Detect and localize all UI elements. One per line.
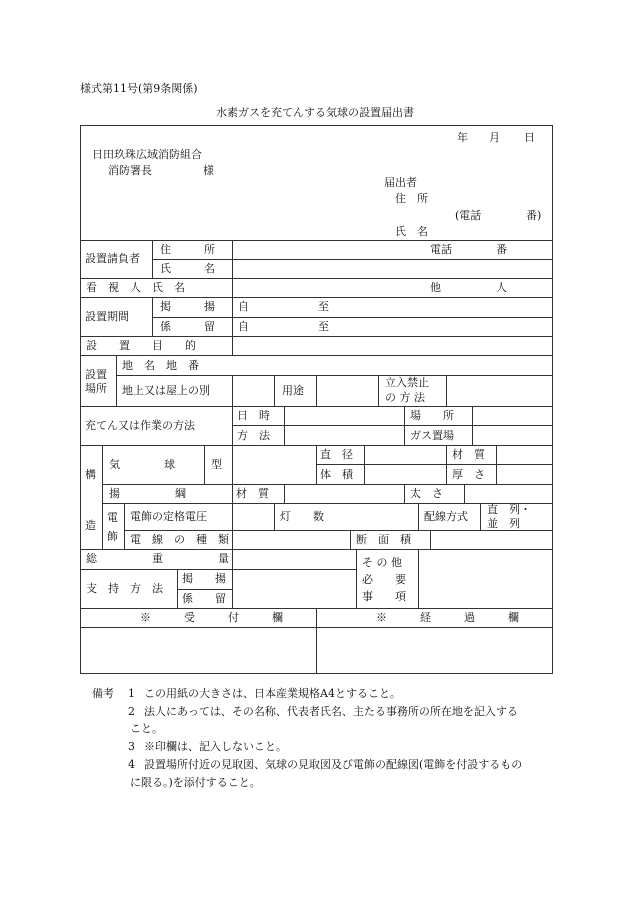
contractor-label: 設置請負者 (85, 252, 140, 265)
applicant-name-label: 氏 名 (395, 225, 428, 238)
date-day-label: 日 (524, 131, 535, 144)
note-3-number: 3 (128, 740, 135, 753)
applicant-phone-close: 番) (526, 209, 542, 222)
balloon-material-label: 材 質 (452, 448, 485, 461)
usage-label: 用途 (282, 384, 304, 397)
purpose-label: 設 置 目 的 (86, 339, 196, 352)
progress-label: ※ 経 過 欄 (376, 611, 519, 624)
period-label: 設置期間 (85, 310, 129, 323)
period-raise-to: 至 (318, 300, 329, 313)
no-entry-label-2: の 方 法 (385, 391, 425, 404)
method-datetime-label: 日 時 (237, 409, 270, 422)
support-moor-label: 係 留 (182, 592, 226, 605)
method-gas-storage-label: ガス置場 (410, 429, 454, 442)
cross-section-label: 断 面 積 (356, 533, 411, 546)
addressee-title: 消防署長 (108, 164, 152, 177)
contractor-address-label: 住 所 (160, 243, 215, 256)
balloon-thickness-label: 厚 さ (452, 468, 485, 481)
date-year-label: 年 (457, 131, 468, 144)
period-raise-label: 掲 揚 (160, 300, 215, 313)
lot-label: 地 名 地 番 (122, 359, 199, 372)
balloon-type-label: 型 (211, 458, 222, 471)
contractor-name-label: 氏 名 (160, 262, 215, 275)
watcher-label: 看 視 人 氏 名 (86, 281, 185, 294)
reception-label: ※ 受 付 欄 (140, 611, 283, 624)
rope-material-label: 材 質 (236, 487, 269, 500)
ground-roof-label: 地上又は屋上の別 (122, 384, 210, 397)
wire-type-label: 電 線 の 種 類 (130, 533, 229, 546)
method-location-label: 場 所 (410, 409, 454, 422)
no-entry-label-1: 立入禁止 (385, 376, 429, 389)
place-label-top: 設置 (85, 368, 107, 381)
total-weight-label: 総 重 量 (86, 552, 229, 565)
note-4-line-1: 設置場所付近の見取図、気球の見取図及び電飾の配線図(電飾を付設するもの (144, 758, 523, 771)
other-label-1: そ の 他 (362, 556, 402, 569)
deco-label-1: 電 (107, 511, 118, 524)
rated-voltage-label: 電飾の定格電圧 (130, 510, 207, 523)
note-4-line-2: に限る。)を添付すること。 (130, 776, 261, 789)
period-moor-to: 至 (318, 320, 329, 333)
method-label: 充てん又は作業の方法 (85, 419, 195, 432)
support-label: 支 持 方 法 (86, 582, 163, 595)
other-label-2: 必 要 (362, 573, 406, 586)
form-number: 様式第11号(第9条関係) (80, 82, 198, 95)
notes-label: 備考 (92, 687, 114, 700)
deco-label-2: 飾 (107, 530, 118, 543)
note-4-number: 4 (128, 758, 135, 771)
other-label-3: 事 項 (362, 590, 406, 603)
note-2-number: 2 (128, 705, 135, 718)
wiring-series: 直 列・ (487, 503, 531, 516)
method-way-label: 方 法 (237, 429, 270, 442)
applicant-address-label: 住 所 (395, 192, 428, 205)
note-1-number: 1 (128, 687, 135, 700)
balloon-diameter-label: 直 径 (320, 448, 353, 461)
date-month-label: 月 (489, 131, 500, 144)
structure-label-1: 構 (85, 468, 96, 481)
period-raise-from: 自 (238, 300, 249, 313)
structure-label-2: 造 (85, 519, 96, 532)
note-1: この用紙の大きさは、日本産業規格A4とすること。 (144, 687, 401, 700)
rope-label: 揚 綱 (109, 487, 186, 500)
note-3: ※印欄は、記入しないこと。 (144, 740, 287, 753)
place-label-bottom: 場所 (85, 382, 107, 395)
rope-thickness-label: 太 さ (410, 487, 443, 500)
lamps-label: 灯 数 (280, 510, 324, 523)
addressee-org: 日田玖珠広域消防組合 (92, 148, 202, 161)
addressee-sama: 様 (203, 164, 214, 177)
balloon-label: 気 球 (109, 458, 175, 471)
period-moor-label: 係 留 (160, 320, 215, 333)
contractor-phone-label: 電話 番 (430, 243, 507, 256)
support-raise-label: 掲 揚 (182, 572, 226, 585)
watcher-count-label: 他 人 (430, 281, 507, 294)
wiring-parallel: 並 列 (487, 517, 520, 530)
applicant-label: 届出者 (384, 176, 417, 189)
page-title: 水素ガスを充てんする気球の設置届出書 (216, 106, 414, 119)
applicant-phone-open: (電話 (455, 209, 482, 222)
note-2-line-1: 法人にあっては、その名称、代表者氏名、主たる事務所の所在地を記入する (144, 705, 518, 718)
balloon-volume-label: 体 積 (320, 468, 353, 481)
period-moor-from: 自 (238, 320, 249, 333)
note-2-line-2: こと。 (130, 722, 163, 735)
wiring-label: 配線方式 (424, 510, 468, 523)
